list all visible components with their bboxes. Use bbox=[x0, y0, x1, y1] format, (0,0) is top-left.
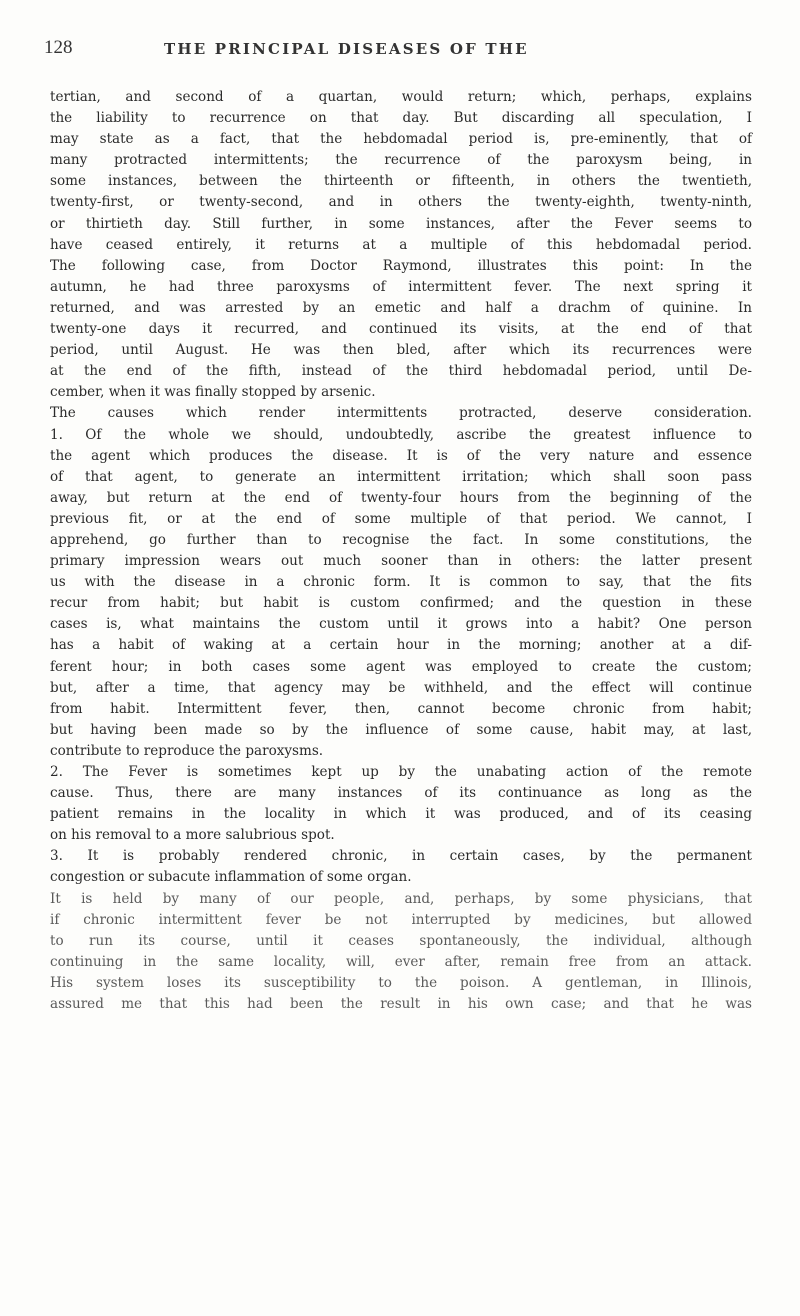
text-line: away, but return at the end of twenty-four hours from the beginning of the bbox=[50, 489, 752, 506]
text-line: from habit. Intermittent fever, then, cannot become chronic from habit; bbox=[50, 700, 752, 717]
text-line: has a habit of waking at a certain hour in the morning; another at a dif- bbox=[50, 637, 752, 654]
running-title: THE PRINCIPAL DISEASES OF THE bbox=[164, 40, 529, 58]
text-line: returned, and was arrested by an emetic and half a drachm of quinine. In bbox=[50, 299, 752, 316]
text-line: It is held by many of our people, and, perhaps, by some physicians, that bbox=[50, 890, 752, 907]
text-line: cases is, what maintains the custom until it grows into a habit? One person bbox=[50, 616, 752, 633]
text-line: previous fit, or at the end of some multiple of that period. We cannot, I bbox=[50, 510, 752, 527]
text-line: many protracted intermittents; the recurrence of the paroxysm being, in bbox=[50, 152, 752, 169]
page-header bbox=[44, 38, 750, 58]
text-line: recur from habit; but habit is custom confirmed; and the question in these bbox=[50, 595, 752, 612]
text-line: if chronic intermittent fever be not interrupted by medicines, but allowed bbox=[50, 911, 752, 928]
text-line: The following case, from Doctor Raymond, illustrates this point: In the bbox=[50, 257, 752, 274]
text-line: us with the disease in a chronic form. It is common to say, that the fits bbox=[50, 574, 752, 591]
text-line: congestion or subacute inflammation of some organ. bbox=[50, 869, 412, 886]
text-line: of that agent, to generate an intermittent irritation; which shall soon pass bbox=[50, 468, 752, 485]
text-line: tertian, and second of a quartan, would return; which, perhaps, explains bbox=[50, 89, 752, 105]
page-number: 128 bbox=[44, 37, 73, 58]
text-line: but having been made so by the influence of some cause, habit may, at last, bbox=[50, 721, 752, 738]
text-line: on his removal to a more salubrious spot. bbox=[50, 827, 335, 844]
text-line: primary impression wears out much sooner than in others: the latter present bbox=[50, 553, 752, 570]
text-line: cause. Thus, there are many instances of its continuance as long as the bbox=[50, 785, 752, 802]
text-line: the liability to recurrence on that day. But discarding all speculation, I bbox=[50, 110, 752, 127]
text-line: assured me that this had been the result in his own case; and that he was bbox=[50, 996, 752, 1013]
text-line: ferent hour; in both cases some agent was employed to create the custom; bbox=[50, 658, 752, 675]
text-line: continuing in the same locality, will, ever after, remain free from an attack. bbox=[50, 953, 752, 970]
text-line: but, after a time, that agency may be withheld, and the effect will continue bbox=[50, 679, 752, 696]
text-line: the agent which produces the disease. It is of the very nature and essence bbox=[50, 447, 752, 464]
page-body bbox=[50, 87, 752, 1015]
text-line: or thirtieth day. Still further, in some instances, after the Fever seems to bbox=[50, 215, 752, 232]
text-line: at the end of the fifth, instead of the third hebdomadal period, until De- bbox=[50, 363, 752, 380]
text-line: autumn, he had three paroxysms of intermittent fever. The next spring it bbox=[50, 278, 752, 295]
text-line: twenty-first, or twenty-second, and in others the twenty-eighth, twenty-ninth, bbox=[50, 194, 752, 211]
text-line: twenty-one days it recurred, and continued its visits, at the end of that bbox=[50, 321, 752, 338]
text-line: 3. It is probably rendered chronic, in certain cases, by the permanent bbox=[50, 848, 752, 865]
text-line: have ceased entirely, it returns at a multiple of this hebdomadal period. bbox=[50, 236, 752, 253]
text-line: period, until August. He was then bled, after which its recurrences were bbox=[50, 342, 752, 359]
text-line: cember, when it was finally stopped by arsenic. bbox=[50, 384, 376, 401]
text-line: The causes which render intermittents protracted, deserve consideration. bbox=[50, 405, 752, 422]
text-line: may state as a fact, that the hebdomadal period is, pre-eminently, that of bbox=[50, 131, 752, 148]
text-line: 2. The Fever is sometimes kept up by the unabating action of the remote bbox=[50, 764, 752, 780]
text-line: to run its course, until it ceases spontaneously, the individual, although bbox=[50, 932, 752, 949]
text-line: patient remains in the locality in which it was produced, and of its ceasing bbox=[50, 806, 752, 823]
text-line: apprehend, go further than to recognise the fact. In some constitutions, the bbox=[50, 531, 752, 548]
text-line: His system loses its susceptibility to the poison. A gentleman, in Illinois, bbox=[50, 974, 752, 991]
text-line: 1. Of the whole we should, undoubtedly, ascribe the greatest influence to bbox=[50, 426, 752, 443]
text-line: some instances, between the thirteenth or fifteenth, in others the twentieth, bbox=[50, 173, 752, 190]
text-line: contribute to reproduce the paroxysms. bbox=[50, 742, 324, 759]
